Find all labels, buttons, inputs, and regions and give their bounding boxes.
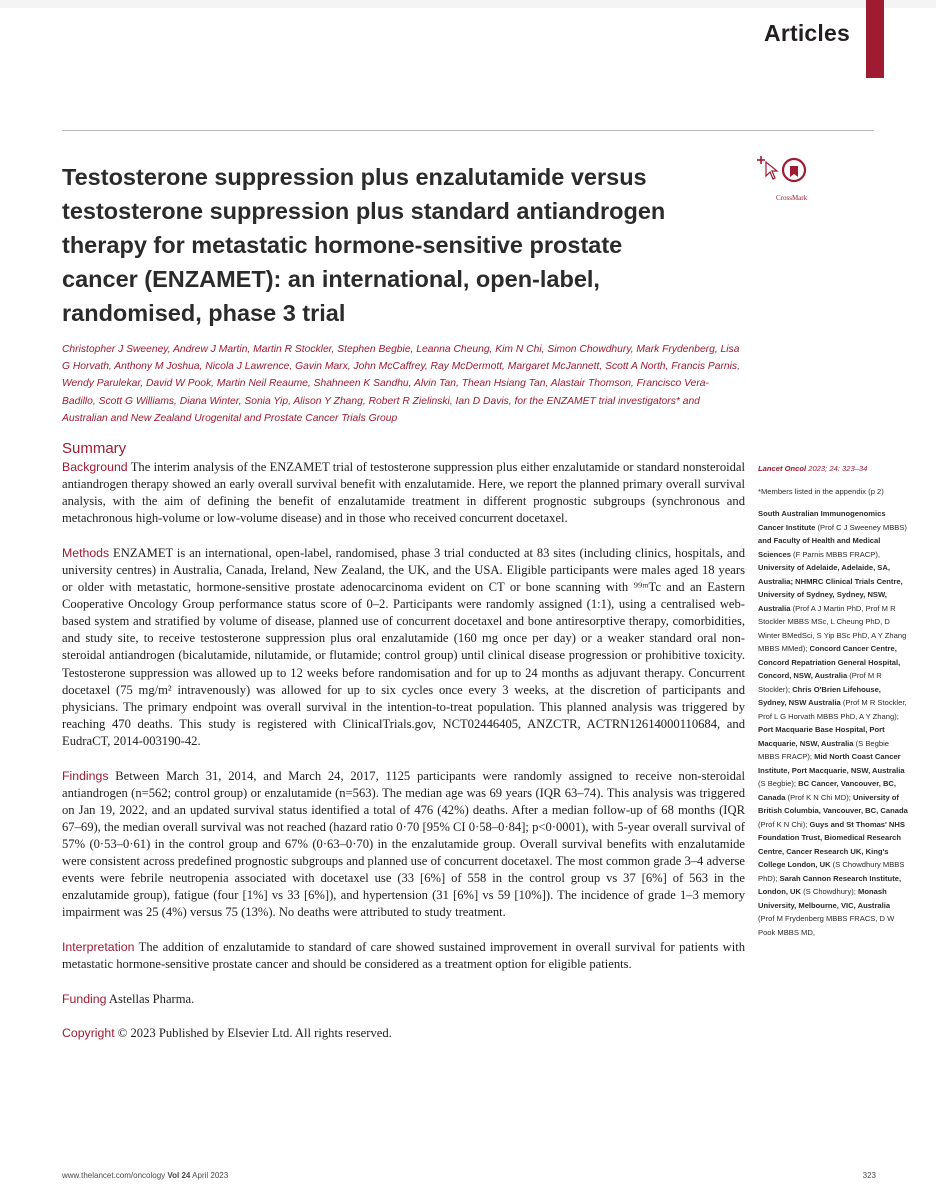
- background-text: The interim analysis of the ENZAMET trial of testosterone suppression plus either enzalutamide or standard nonsteroidal antiandrogen therapy showed an early overall survival benefit with enzalutamide. Here, we report the planned primary overall survival analysis, with the aim of defining the benefit of enzalutamide treatment in different prognostic subgroups (synchronous and metachronous high-volume or low-volume disease) and in those who received concurrent docetaxel.: [62, 460, 746, 526]
- affiliation-institution: Monash University, Melbourne, VIC, Australia: [758, 887, 891, 910]
- page-number: 323: [862, 1171, 876, 1180]
- affiliation-people: (S Chowdhury);: [801, 887, 859, 896]
- funding-label: Funding: [62, 991, 107, 1006]
- affiliation-people: (Prof K N Chi);: [758, 819, 810, 829]
- copyright-paragraph: [62, 1025, 745, 1042]
- affiliation-people: (Prof M R Stockler, Prof L G Horvath MBBS PhD, A Y Zhang);: [758, 698, 907, 721]
- affiliation-institution: Port Macquarie Base Hospital, Port Macquarie, NSW, Australia: [758, 725, 885, 748]
- affiliation-institution: University of Adelaide, Adelaide, SA, Australia; NHMRC Clinical Trials Centre, University of Sydney, Sydney, NSW, Australia: [758, 563, 903, 613]
- citation-details: 2023; 24: 323–34: [808, 464, 868, 473]
- methods-label: Methods: [62, 545, 110, 560]
- copyright-text: © 2023 Published by Elsevier Ltd. All rights reserved.: [117, 1026, 392, 1041]
- interpretation-label: Interpretation: [62, 939, 135, 954]
- summary-heading: Summary: [62, 440, 127, 457]
- affiliation-institution: Sarah Cannon Research Institute, London, UK: [758, 873, 902, 896]
- affiliation-institution: Guys and St Thomas' NHS Foundation Trust, Biomedical Research Centre, Cancer Research UK, King's College London, UK: [758, 819, 905, 869]
- affiliation-institution: Chris O'Brien Lifehouse, Sydney, NSW Australia: [758, 684, 881, 707]
- affiliation-people: (S Begbie);: [758, 779, 799, 788]
- affiliation-institution: BC Cancer, Vancouver, BC, Canada: [758, 779, 897, 802]
- affiliation-people: (Prof C J Sweeney MBBS): [815, 522, 907, 532]
- interpretation-paragraph: [62, 939, 745, 973]
- affiliation-people: (Prof K N Chi MD);: [785, 792, 853, 802]
- members-note: *Members listed in the appendix (p 2): [758, 486, 884, 496]
- crossmark-icon[interactable]: [756, 152, 816, 198]
- affiliation-institution: South Australian Immunogenomics Cancer Institute: [758, 509, 886, 532]
- interpretation-text: The addition of enzalutamide to standard of care showed sustained improvement in overall survival for patients with metastatic hormone-sensitive prostate cancer and should be considered as a treatment option for eligible patients.: [62, 939, 746, 971]
- summary-body: [62, 459, 745, 1060]
- citation: [758, 462, 908, 476]
- funding-paragraph: [62, 991, 745, 1008]
- affiliations: [758, 507, 908, 939]
- affiliation-people: (F Parnis MBBS FRACP),: [790, 549, 880, 559]
- sidebar-notes: [758, 462, 908, 939]
- findings-paragraph: [62, 768, 745, 922]
- affiliation-institution: University of British Columbia, Vancouver, BC, Canada: [758, 792, 908, 815]
- affiliation-people: (Prof M R Stockler);: [758, 671, 882, 694]
- journal-section-label: Articles: [764, 20, 850, 46]
- funding-text: Astellas Pharma.: [108, 991, 195, 1006]
- affiliation-institution: and Faculty of Health and Medical Sciences: [758, 536, 881, 559]
- affiliation-people: (S Begbie MBBS FRACP);: [758, 738, 889, 761]
- footer-date: April 2023: [192, 1171, 229, 1180]
- author-list: Christopher J Sweeney, Andrew J Martin, Martin R Stockler, Stephen Begbie, Leanna Cheung, Kim N Chi, Simon Chowdhury, Mark Frydenberg, Lisa G Horvath, Anthony M Joshua, Nicola J Lawrence, Gavin Marx, John McCaffrey, Ray McDermott, Margaret McJannett, Scott A North, Francis Parnis, Wendy Parulekar, David W Pook, Martin Neil Reaume, Shahneen K Sandhu, Alvin Tan, Thean Hsiang Tan, Alastair Thomson, Francisco Vera-Badillo, Scott G Williams, Diana Winter, Sonia Yip, Alison Y Zhang, Robert R Zielinski, Ian D Davis, for the ENZAMET trial investigators* and Australian and New Zealand Urogenital and Prostate Cancer Trials Group: [62, 344, 740, 424]
- article-title: Testosterone suppression plus enzalutamide versus testosterone suppression plus standard antiandrogen therapy for metastatic hormone-sensitive prostate cancer (ENZAMET): an international, open-label, randomised, phase 3 trial: [62, 164, 666, 326]
- footer-url[interactable]: www.thelancet.com/oncology: [62, 1171, 166, 1180]
- background-paragraph: [62, 459, 745, 527]
- citation-journal: Lancet Oncol: [758, 464, 807, 473]
- top-bar: [0, 0, 936, 8]
- affiliation-people: (Prof A J Martin PhD, Prof M R Stockler MBBS MSc, L Cheung PhD, D Winter BMedSci, S Yip BSc PhD, A Y Zhang MBBS MMed);: [758, 603, 907, 653]
- methods-paragraph: [62, 545, 745, 750]
- affiliation-institution: Mid North Coast Cancer Institute, Port Macquarie, NSW, Australia: [758, 752, 905, 775]
- affiliation-institution: Concord Cancer Centre, Concord Repatriation General Hospital, Concord, NSW, Australia: [758, 644, 901, 680]
- affiliation-people: (Prof M Frydenberg MBBS FRACS, D W Pook MBBS MD,: [758, 914, 895, 937]
- header-rule: [62, 130, 874, 131]
- footer-volume: Vol 24: [167, 1171, 191, 1180]
- footer-left: [62, 1171, 228, 1180]
- findings-text: Between March 31, 2014, and March 24, 2017, 1125 participants were randomly assigned to receive non-steroidal antiandrogen (n=562; control group) or enzalutamide (n=563). The median age was 69 years (IQR 63–74). This analysis was triggered on Jan 19, 2022, and an updated survival status identified a total of 476 (42%) deaths. After a median follow-up of 68 months (IQR 67–69), the median overall survival was not reached (hazard ratio 0·70 [95% CI 0·58–0·84]; p<0·0001), with 5-year overall survival of 57% (0·53–0·61) in the control group and 67% (0·63–0·70) in the enzalutamide group. Overall survival benefits with enzalutamide were consistent across predefined prognostic subgroups and planned use of concurrent docetaxel. The most common grade 3–4 adverse events were febrile neutropenia associated with docetaxel use (33 [6%] of 558 in the control group vs 37 [6%] of 563 in the enzalutamide group), fatigue (four [1%] vs 33 [6%]), and hypertension (31 [6%] vs 59 [10%]). The incidence of grade 1–3 memory impairment was 25 (4%) versus 75 (13%). No deaths were attributed to study treatment.: [62, 768, 745, 920]
- copyright-label: Copyright: [62, 1026, 115, 1041]
- background-label: Background: [62, 460, 128, 474]
- crossmark-label: CrossMark: [776, 194, 808, 202]
- affiliation-people: (S Chowdhury MBBS PhD);: [758, 860, 905, 883]
- methods-text: ENZAMET is an international, open-label, randomised, phase 3 trial conducted at 83 sites (including clinics, hospitals, and university centres) in Australia, Canada, Ireland, New Zealand, the UK, and the USA. Eligible participants were males aged 18 years or older with metastatic, hormone-sensitive prostate adenocarcinoma evident on CT or bone scanning with ⁹⁹ᵐTc and an Eastern Cooperative Oncology Group performance status score of 0–2. Participants were randomly assigned (1:1), using a centralised web-based system and stratified by volume of disease, planned use of concurrent docetaxel and bone antiresorptive therapy, comorbidities, and study site, to receive testosterone suppression plus oral enzalutamide (160 mg once per day) or a weaker standard oral non-steroidal antiandrogen (bicalutamide, nilutamide, or flutamide; control group) until clinical disease progression or prohibitive toxicity. Testosterone suppression was allowed up to 12 weeks before randomisation and for up to 24 months as adjuvant therapy. Concurrent docetaxel (75 mg/m² intravenously) was allowed for up to six cycles once every 3 weeks, at the discretion of participants and physicians. The primary endpoint was overall survival in the intention-to-treat population. This planned analysis was triggered by reaching 470 deaths. This study is registered with ClinicalTrials.gov, NCT02446405, ANZCTR, ACTRN12614000110684, and EudraCT, 2014-003190-42.: [62, 545, 746, 748]
- journal-accent-bar: [866, 0, 884, 78]
- findings-label: Findings: [62, 768, 109, 783]
